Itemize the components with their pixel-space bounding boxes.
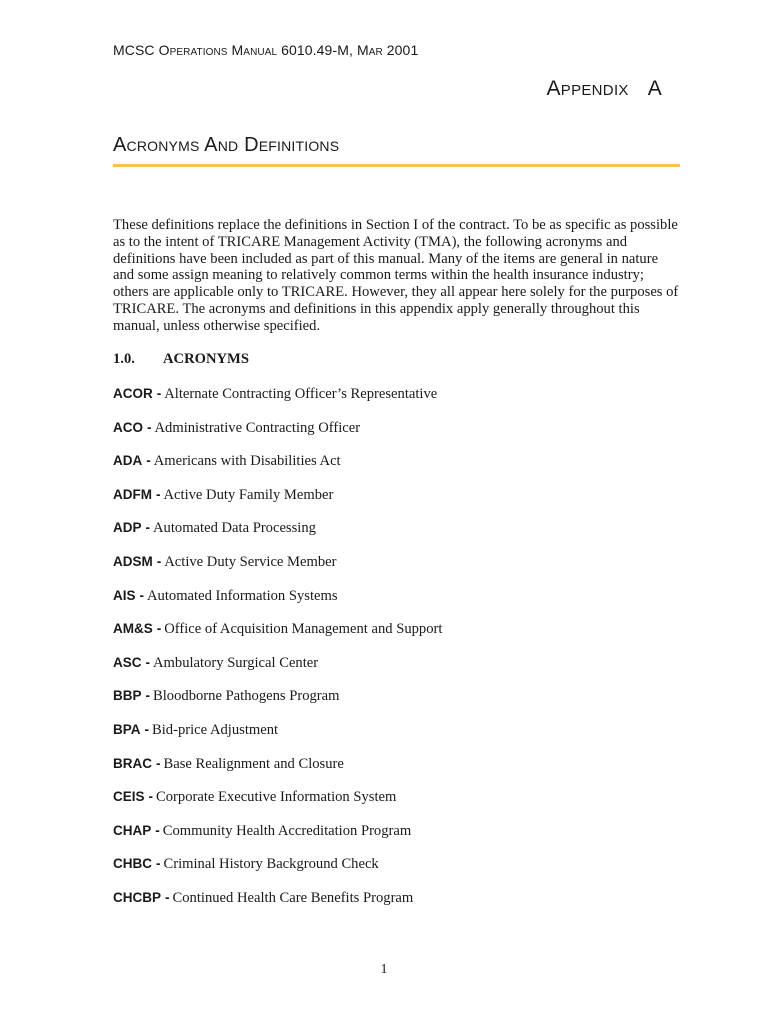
acronym-definition: Active Duty Family Member — [163, 486, 334, 503]
section-heading — [113, 351, 249, 368]
acronym-entry — [113, 686, 673, 720]
acronym-definition: Bid-price Adjustment — [152, 721, 279, 738]
acronym-separator: - — [145, 520, 151, 536]
acronym-separator: - — [146, 453, 151, 469]
acronym-definition: Community Health Accreditation Program — [162, 822, 412, 839]
acronym-abbr: ADP — [113, 520, 142, 536]
acronym-list — [113, 384, 673, 922]
title-divider — [113, 164, 680, 167]
acronym-abbr: CHBC — [113, 856, 152, 872]
acronym-separator: - — [155, 822, 160, 838]
acronym-definition: Bloodborne Pathogens Program — [153, 688, 340, 705]
page-title: Acronyms And Definitions — [113, 134, 340, 156]
section-number: 1.0. — [113, 351, 135, 367]
acronym-entry — [113, 552, 673, 586]
acronym-separator: - — [156, 386, 162, 401]
acronym-definition: Alternate Contracting Officer’s Representative — [164, 386, 438, 402]
acronym-definition: Automated Information Systems — [147, 587, 338, 604]
acronym-separator: - — [147, 419, 152, 435]
acronym-separator: - — [148, 789, 154, 805]
acronym-abbr: AM&S — [113, 621, 153, 637]
acronym-abbr: CHCBP — [113, 889, 162, 905]
section-title: ACRONYMS — [163, 351, 249, 367]
acronym-entry — [113, 787, 673, 821]
acronym-separator: - — [145, 654, 151, 670]
acronym-abbr: ADFM — [113, 486, 152, 502]
acronym-entry — [113, 754, 673, 788]
acronym-abbr: ASC — [113, 654, 142, 670]
acronym-separator: - — [156, 486, 161, 502]
acronym-abbr: ADA — [113, 453, 143, 469]
acronym-separator: - — [156, 621, 162, 637]
page-number: 1 — [380, 962, 388, 977]
acronym-separator: - — [139, 587, 145, 603]
acronym-abbr: ACOR — [113, 386, 153, 401]
appendix-label: Appendix A — [546, 77, 662, 100]
running-header: MCSC Operations Manual 6010.49-M, Mar 2001 — [113, 42, 419, 58]
intro-paragraph: These definitions replace the definitions in Section I of the contract. To be as specific as possible as to the intent of TRICARE Management Activity (TMA), the following acronyms and definitions have been included as part of this manual. Many of the items are general in nature and some assign meaning to relatively common terms within the health insurance industry; others are applicable only to TRICARE. However, they all appear here solely for the purposes of TRICARE. The acronyms and definitions in this appendix apply generally throughout this manual, unless otherwise specified. — [113, 217, 679, 334]
acronym-entry — [113, 888, 673, 922]
acronym-entry — [113, 518, 673, 552]
acronym-entry — [113, 619, 673, 653]
acronym-separator: - — [156, 856, 161, 872]
acronym-abbr: BPA — [113, 721, 141, 737]
acronym-definition: Administrative Contracting Officer — [154, 419, 361, 436]
acronym-separator: - — [156, 755, 161, 771]
acronym-entry — [113, 384, 673, 418]
acronym-entry — [113, 653, 673, 687]
acronym-separator: - — [144, 721, 150, 737]
acronym-entry — [113, 854, 673, 888]
acronym-entry — [113, 821, 673, 855]
acronym-abbr: CHAP — [113, 822, 152, 838]
acronym-definition: Continued Health Care Benefits Program — [172, 889, 414, 906]
acronym-separator: - — [156, 553, 162, 569]
acronym-definition: Active Duty Service Member — [164, 553, 337, 570]
acronym-entry — [113, 451, 673, 485]
acronym-abbr: BBP — [113, 688, 142, 704]
acronym-definition: Americans with Disabilities Act — [153, 453, 341, 470]
acronym-abbr: ACO — [113, 419, 143, 435]
acronym-abbr: CEIS — [113, 789, 145, 805]
acronym-entry — [113, 485, 673, 519]
acronym-definition: Corporate Executive Information System — [156, 789, 397, 806]
acronym-definition: Base Realignment and Closure — [163, 755, 344, 772]
acronym-separator: - — [165, 889, 170, 905]
acronym-definition: Office of Acquisition Management and Support — [164, 621, 443, 638]
acronym-entry — [113, 720, 673, 754]
acronym-definition: Ambulatory Surgical Center — [153, 654, 319, 671]
acronym-abbr: ADSM — [113, 553, 153, 569]
acronym-entry — [113, 586, 673, 620]
acronym-separator: - — [145, 688, 151, 704]
acronym-definition: Automated Data Processing — [153, 520, 316, 537]
acronym-entry — [113, 418, 673, 452]
acronym-definition: Criminal History Background Check — [163, 856, 379, 873]
acronym-abbr: AIS — [113, 587, 136, 603]
acronym-abbr: BRAC — [113, 755, 152, 771]
